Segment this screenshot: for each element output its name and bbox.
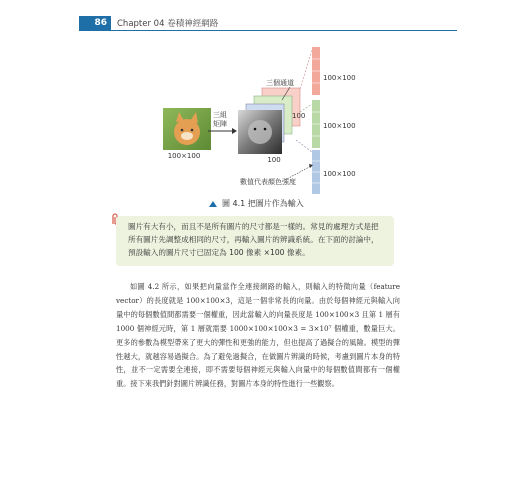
- green-channel-vector: [312, 100, 320, 148]
- pixel-value-label: 數值代表顏色強度: [240, 178, 296, 186]
- arrow-head-icon: [232, 128, 237, 134]
- figure-caption: [209, 198, 304, 209]
- chapter-title: Chapter 04 卷積神經網路: [117, 19, 219, 29]
- dim-bottom-label: 100: [267, 156, 281, 164]
- body-text: 如圖 4.2 所示，如果把向量當作全連接網路的輸入，則輸入的特徵向量（feature vector）的長度就是 100×100×3，這是一個非常長的向量。由於每個神經元與輸入向量中的每個數值間都需要一個權重，因此當輸入的向量長度是 100×100×3 且第 1 層有 1000 個神經元時，第 1 層就需要 1000×100×100×3 = 3×10⁷ 個權重，數量巨大。更多的參數為模型帶來了更大的彈性和更強的能力，但也提高了過擬合的風險。模型的彈性越大，就越容易過擬合。為了避免過擬合，在做圖片辨識的時候，考慮到圖片本身的特性，並不一定需要全連接，即不需要每個神經元與輸入向量中的每個數值間都有一個權重。接下來我們針對圖片辨識任務，對圖片本身的特性進行一些觀察。: [116, 282, 400, 389]
- body-paragraph: [116, 280, 400, 391]
- channel-matrix-stack: [238, 88, 300, 154]
- page-number: 86: [79, 16, 111, 30]
- note-box: [116, 216, 394, 266]
- caption-triangle-icon: [209, 201, 217, 207]
- connector-green: [300, 104, 312, 112]
- green-block-size-label: 100×100: [323, 122, 356, 130]
- connector-blue: [296, 140, 312, 152]
- connector-red: [300, 50, 312, 89]
- blue-channel-vector: [312, 150, 320, 194]
- figure-image-as-input: [0, 0, 520, 210]
- three-matrices-label-line2: 矩陣: [213, 120, 227, 128]
- blue-block-size-label: 100×100: [323, 170, 356, 178]
- red-channel-vector: [312, 47, 320, 95]
- dim-side-label: 100: [292, 112, 306, 120]
- image-size-label: 100×100: [167, 152, 201, 160]
- red-block-size-label: 100×100: [323, 74, 356, 82]
- three-channels-label: 三個通道: [266, 79, 294, 87]
- caption-text: 圖 4.1 把圖片作為輸入: [222, 199, 304, 208]
- kitten-photo: [163, 108, 211, 150]
- note-text: 圖片有大有小，而且不是所有圖片的尺寸都是一樣的。常見的處理方式是把所有圖片先調整成相同的尺寸，再輸入圖片的辨識系統。在下面的討論中，預設輸入的圖片尺寸已固定為 100 像素 ×100 像素。: [128, 222, 379, 257]
- three-matrices-label-line1: 三組: [213, 111, 227, 119]
